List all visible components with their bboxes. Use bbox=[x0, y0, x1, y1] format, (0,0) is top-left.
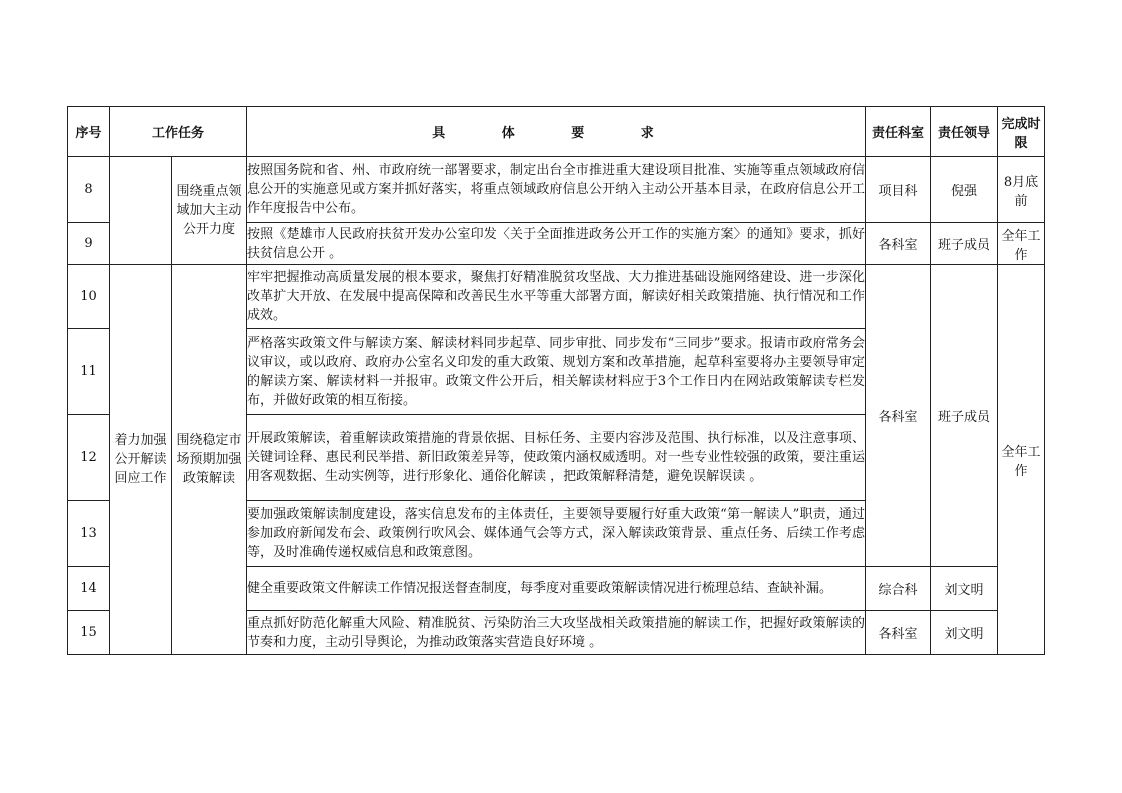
row-number: 13 bbox=[68, 501, 110, 567]
header-leader: 责任领导 bbox=[931, 107, 998, 157]
requirement-text: 开展政策解读，着重解读政策措施的背景依据、目标任务、主要内容涉及范围、执行标准，以及注意事项、关键词诠释、惠民利民举措、新旧政策差异等，使政策内涵权威透明。对一些专业性较强的政策，要注重运用客观数据、生动实例等，进行形象化、通俗化解读 ，把政策解释清楚，避免误解误读 。 bbox=[247, 415, 866, 501]
group-sub-label: 围绕重点领域加大主动公开力度 bbox=[172, 157, 247, 265]
leader-cell: 倪强 bbox=[931, 157, 998, 223]
row-number: 10 bbox=[68, 265, 110, 329]
header-seq: 序号 bbox=[68, 107, 110, 157]
header-task: 工作任务 bbox=[110, 107, 247, 157]
header-dept: 责任科室 bbox=[866, 107, 931, 157]
leader-cell: 刘文明 bbox=[931, 611, 998, 655]
leader-cell: 班子成员 bbox=[931, 223, 998, 265]
requirement-text: 按照《楚雄市人民政府扶贫开发办公室印发〈关于全面推进政务公开工作的实施方案〉的通知》要求，抓好扶贫信息公开 。 bbox=[247, 223, 866, 265]
row-number: 14 bbox=[68, 567, 110, 611]
row-number: 11 bbox=[68, 329, 110, 415]
requirement-text: 健全重要政策文件解读工作情况报送督查制度，每季度对重要政策解读情况进行梳理总结、查缺补漏。 bbox=[247, 567, 866, 611]
group-sub-label: 围绕稳定市场预期加强政策解读 bbox=[172, 265, 247, 655]
leader-cell: 班子成员 bbox=[931, 265, 998, 567]
header-requirement: 具 体 要 求 bbox=[247, 107, 866, 157]
row-number: 8 bbox=[68, 157, 110, 223]
group-main-empty bbox=[110, 157, 172, 265]
row-number: 15 bbox=[68, 611, 110, 655]
dept-cell: 综合科 bbox=[866, 567, 931, 611]
deadline-cell: 8月底前 bbox=[998, 157, 1045, 223]
table-row bbox=[68, 157, 1045, 223]
requirement-text: 牢牢把握推动高质量发展的根本要求，聚焦打好精准脱贫攻坚战、大力推进基础设施网络建设、进一步深化改革扩大开放、在发展中提高保障和改善民生水平等重大部署方面，解读好相关政策措施、执行情况和工作成效。 bbox=[247, 265, 866, 329]
requirement-text: 重点抓好防范化解重大风险、精准脱贫、污染防治三大攻坚战相关政策措施的解读工作，把握好政策解读的节奏和力度，主动引导舆论，为推动政策落实营造良好环境 。 bbox=[247, 611, 866, 655]
deadline-cell: 全年工作 bbox=[998, 223, 1045, 265]
group-main-label: 着力加强公开解读回应工作 bbox=[110, 265, 172, 655]
header-row bbox=[68, 107, 1045, 157]
deadline-cell: 全年工作 bbox=[998, 265, 1045, 655]
leader-cell: 刘文明 bbox=[931, 567, 998, 611]
task-table bbox=[67, 106, 1045, 655]
header-deadline: 完成时限 bbox=[998, 107, 1045, 157]
dept-cell: 项目科 bbox=[866, 157, 931, 223]
requirement-text: 要加强政策解读制度建设，落实信息发布的主体责任，主要领导要履行好重大政策“第一解读人”职责，通过参加政府新闻发布会、政策例行吹风会、媒体通气会等方式，深入解读政策背景、重点任务、后续工作考虑等，及时准确传递权威信息和政策意图。 bbox=[247, 501, 866, 567]
row-number: 9 bbox=[68, 223, 110, 265]
dept-cell: 各科室 bbox=[866, 611, 931, 655]
table-row bbox=[68, 265, 1045, 329]
dept-cell: 各科室 bbox=[866, 265, 931, 567]
requirement-text: 严格落实政策文件与解读方案、解读材料同步起草、同步审批、同步发布“三同步”要求。报请市政府常务会议审议，或以政府、政府办公室名义印发的重大政策、规划方案和改革措施，起草科室要将办主要领导审定的解读方案、解读材料一并报审。政策文件公开后，相关解读材料应于3个工作日内在网站政策解读专栏发布，并做好政策的相互衔接。 bbox=[247, 329, 866, 415]
row-number: 12 bbox=[68, 415, 110, 501]
requirement-text: 按照国务院和省、州、市政府统一部署要求，制定出台全市推进重大建设项目批准、实施等重点领域政府信息公开的实施意见或方案并抓好落实，将重点领域政府信息公开纳入主动公开基本目录，在政府信息公开工作年度报告中公布。 bbox=[247, 157, 866, 223]
dept-cell: 各科室 bbox=[866, 223, 931, 265]
